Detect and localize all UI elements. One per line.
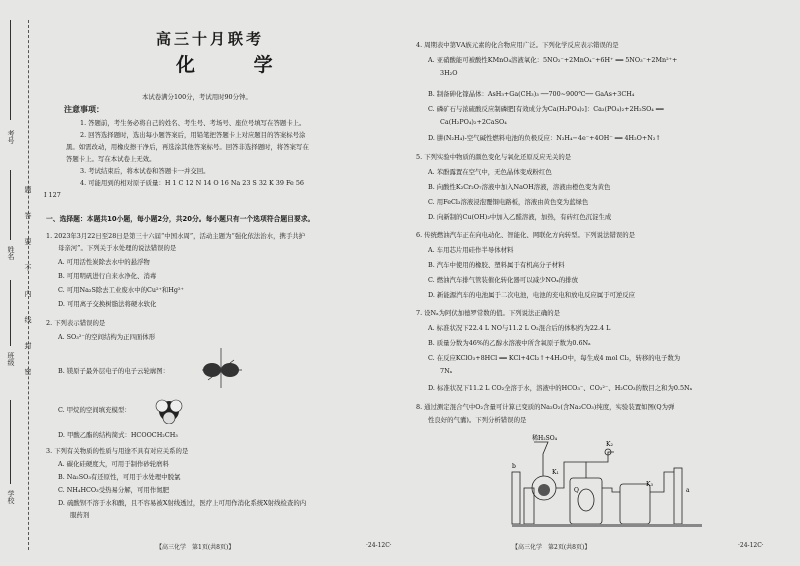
exam-title: 高三十月联考 [156,30,265,48]
warning-char: 封 [24,342,32,349]
option: 3H₂O [440,69,458,77]
warning-char: 密 [24,368,32,375]
option: D. 甲酸乙酯的结构简式：HCOOCH₂CH₃ [58,431,178,439]
b-label: b [512,463,516,470]
notice-heading: 注意事项： [64,105,104,114]
name-label: 姓名 [7,246,15,260]
warning-char: 要 [24,238,32,245]
option: A. 标准状况下22.4 L NO与11.2 L O₂混合后的体积约为22.4 L [428,324,611,332]
option: D. 标准状况下11.2 L CO₂全溶于水，溶液中的HCO₃⁻、CO₃²⁻、H₂CO₃的数目之和为0.5Nₐ [428,384,693,392]
warning-char: 答 [24,212,32,219]
warning-char: 不 [24,264,32,271]
question-stem: 性良好的气囊)。下列分析错误的是 [428,416,527,424]
warning-char: 题 [24,186,32,193]
section-heading: 一、选择题：本题共10小题，每小题2分，共20分。每小题只有一个选项符合题目要求。 [46,215,315,223]
question-stem: 2. 下列表示错误的是 [46,319,106,327]
k2-label: K₂ [606,441,613,448]
option: B. Na₂SO₃有还原性，可用于水处理中脱氯 [58,473,181,481]
option: 服药剂 [70,511,90,519]
option: B. 镁原子最外层电子的电子云轮廓图： [58,367,170,375]
electron-cloud-diagram [198,346,244,390]
fold-line [28,20,29,550]
subject-title: 化 学 [176,54,299,76]
question-stem: 1. 2023年3月22日至28日是第三十六届“中国水周”，活动主题为“强化依法治水，携手共护 [46,232,306,240]
page-code: ·24-12C· [738,542,764,549]
page-code: ·24-12C· [366,542,392,549]
notice-line: 4. 可能用到的相对原子质量：H 1 C 12 N 14 O 16 Na 23 S 32 K 39 Fe 56 [80,179,304,187]
page-2 [416,0,788,566]
page-1 [46,0,402,566]
notice-line: 答题卡上。写在本试卷上无效。 [66,155,156,163]
option: A. 碳化硅硬度大，可用于制作砂轮磨料 [58,460,169,468]
question-stem: 4. 周期表中第ⅤA族元素的化合物应用广泛。下列化学反应表示错误的是 [416,41,619,49]
option: C. 在反应KClO₃+8HCl ══ KCl+4Cl₂↑+4H₂O中，每生成4 mol Cl₂，转移的电子数为 [428,354,681,362]
question-stem: 5. 下列实验中物质的颜色变化与氧化还原反应无关的是 [416,153,572,161]
option: B. 质量分数为46%的乙醇水溶液中所含氧原子数为0.6Nₐ [428,339,591,347]
option: B. 向酸性K₂Cr₂O₇溶液中加入NaOH溶液，溶液由橙色变为黄色 [428,183,611,191]
class-blank [10,280,11,346]
page-footer: 【高三化学 第2页(共8页)】 [512,544,591,551]
q-label: Q [574,487,579,494]
option: A. 可用活性炭除去水中的悬浮物 [58,258,150,266]
notice-line: 3. 考试结束后，将本试卷和答题卡一并交回。 [80,167,210,175]
option: A. 苯酚露置在空气中，无色晶体变成粉红色 [428,168,552,176]
option: A. SO₃²⁻的空间结构为正四面体形 [58,333,156,341]
option: C. 甲烷的空间填充模型： [58,406,131,414]
question-stem: 7. 设Nₐ为阿伏加德罗常数的值。下列说法正确的是 [416,309,560,317]
option: C. 燃油汽车排气管装催化转化器可以减少NOₓ的排放 [428,276,579,284]
notice-line: 黑。如需改动，用橡皮擦干净后，再选涂其他答案标号。回答非选择题时，将答案写在 [66,143,309,151]
name-blank [10,170,11,240]
school-label: 学校 [7,490,15,504]
option: D. 向新制的Cu(OH)₂中加入乙醛溶液，加热，有砖红色沉淀生成 [428,213,612,221]
score-info: 本试卷满分100分，考试用时90分钟。 [142,93,252,101]
option: D. 肼(N₂H₄)-空气碱性燃料电池的负极反应：N₂H₄−4e⁻+4OH⁻ ══ 4H₂O+N₂↑ [428,134,661,142]
option: C. 可用Na₂S除去工业废水中的Cu²⁺和Hg²⁺ [58,286,184,294]
option: B. 汽车中使用的橡胶、塑料属于有机高分子材料 [428,261,565,269]
option: C. NH₄HCO₃受热易分解，可用作氮肥 [58,486,170,494]
question-stem: 3. 下列有关物质的性质与用途不具有对应关系的是 [46,447,189,455]
option: C. 用FeCl₃溶液浸泡覆铜电路板，溶液由黄色变为蓝绿色 [428,198,589,206]
option: A. 车用芯片用硅作半导体材料 [428,246,514,254]
question-stem: 8. 通过测定混合气中O₂含量可计算已变质的Na₂O₂(含Na₂CO₃)纯度，实验装置如图(Q为弹 [416,403,675,411]
page-footer: 【高三化学 第1页(共8页)】 [156,544,235,551]
class-label: 班级 [7,352,15,366]
exam-no-blank [10,20,11,120]
option: C. 磷矿石与浓硫酸反应制磷肥[有效成分为Ca(H₂PO₄)₂]：Ca₃(PO₄)₂+2H₂SO₄ ══ [428,105,664,113]
option: Ca(H₂PO₄)₂+2CaSO₄ [440,118,507,126]
option: A. 亚硝酸能可被酸性KMnO₄溶液氧化：5NO₂⁻+2MnO₄⁻+6H⁺ ══ 5NO₃⁻+2Mn²⁺+ [428,56,678,64]
binding-margin [0,0,36,566]
notice-line: 2. 回答选择题时，选出每小题答案后，用铅笔把答题卡上对应题目的答案标号涂 [80,131,306,139]
option: 7Nₐ [440,367,453,375]
school-blank [10,400,11,484]
a-label: a [686,487,690,494]
acid-label: 稀H₂SO₄ [532,435,558,442]
apparatus-diagram [508,432,708,532]
k1-label: K₁ [552,469,559,476]
notice-line: 1. 答题前，考生务必将自己的姓名、考生号、考场号、座位号填写在答题卡上。 [80,119,306,127]
question-stem: 6. 传统燃油汽车正在向电动化、智能化、网联化方向转型。下列说法错误的是 [416,231,636,239]
exam-no-label: 考号 [7,130,15,144]
k3-label: K₃ [646,481,653,488]
option: B. 可用明矾进行自来水净化、消毒 [58,272,157,280]
question-stem: 母亲河”。下列关于水处理的说法错误的是 [58,244,177,252]
option: D. 硫酸钡不溶于水和酸，且不容易被X射线透过，医疗上可用作消化系统X射线检查的内 [58,499,307,507]
methane-model [154,398,184,424]
notice-line: I 127 [44,191,61,199]
warning-char: 内 [24,290,32,297]
option: D. 新能源汽车的电池属于二次电池，电池的充电和放电反应属于可逆反应 [428,291,636,299]
option: D. 可用离子交换树脂法将硬水软化 [58,300,157,308]
warning-char: 线 [24,316,32,323]
option: B. 制备砷化镓晶体：AsH₃+Ga(CH₃)₃ ──700~900℃── GaAs+3CH₄ [428,90,635,98]
